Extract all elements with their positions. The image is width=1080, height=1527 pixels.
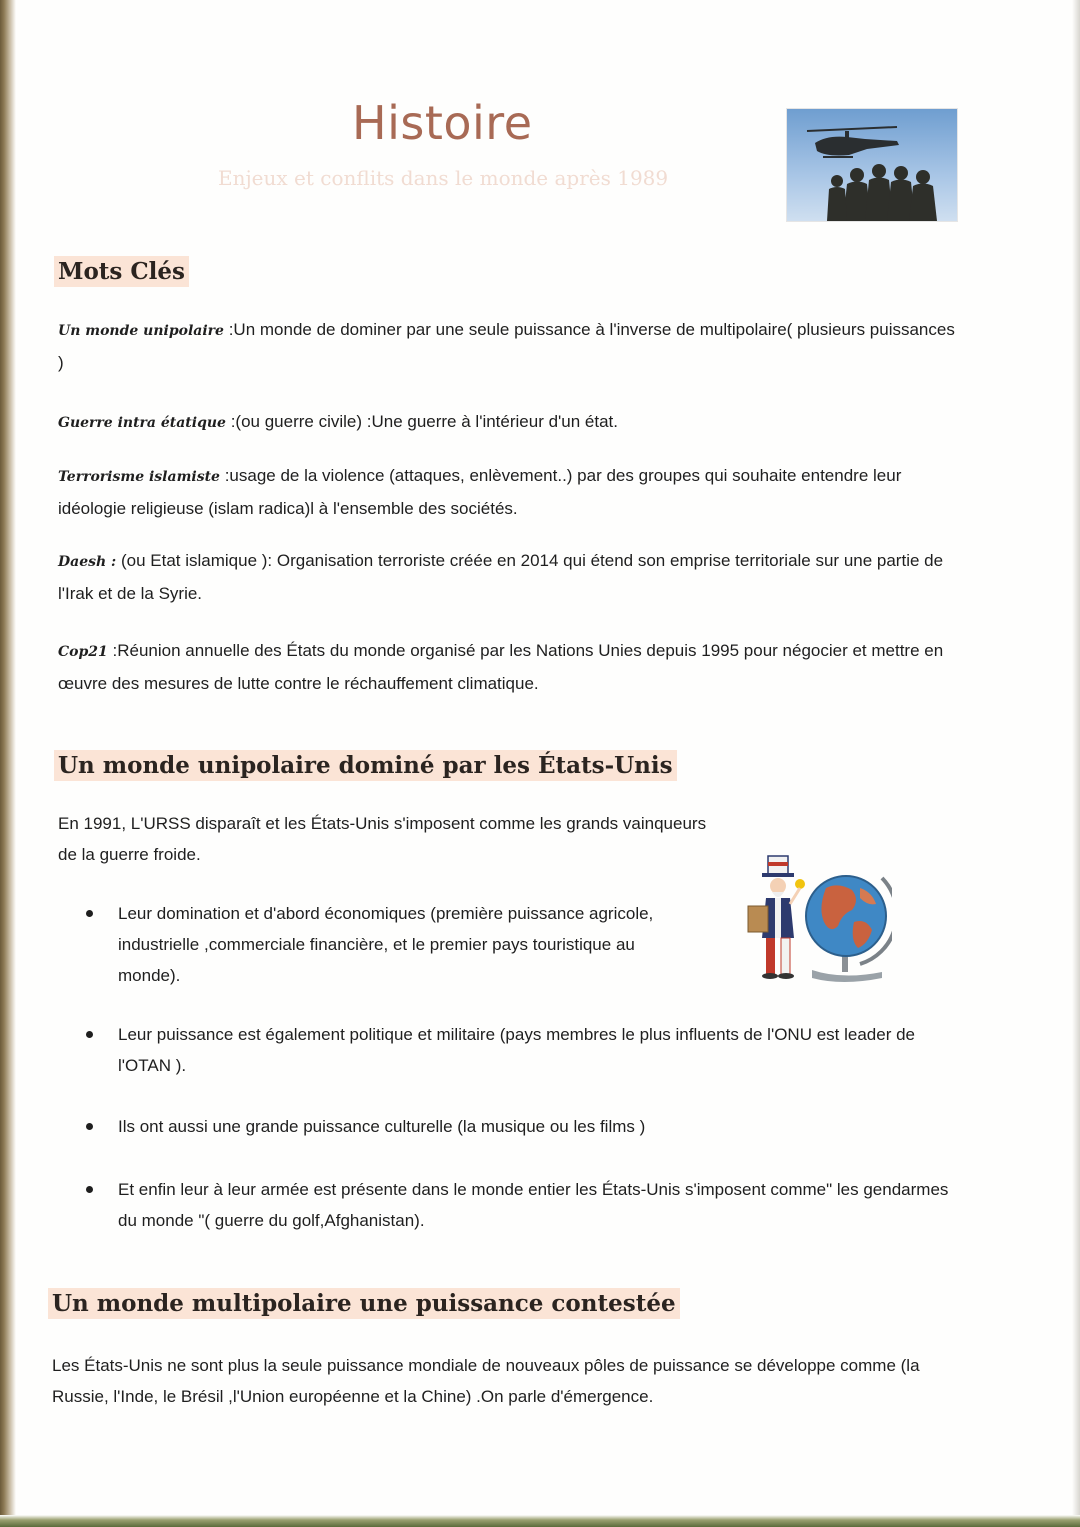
page-title: Histoire — [352, 96, 533, 150]
bullet-icon — [86, 1031, 93, 1038]
multipolaire-heading: Un monde multipolaire une puissance contestée — [48, 1288, 680, 1319]
page-subtitle: Enjeux et conflits dans le monde après 1989 — [218, 166, 669, 190]
unipolaire-intro: En 1991, L'URSS disparaît et les États-Unis s'imposent comme les grands vainqueurs de la guerre froide. — [58, 814, 707, 864]
mots-cles-heading: Mots Clés — [54, 256, 189, 287]
scan-right-edge — [1072, 0, 1080, 1527]
definition-text: :Un monde de dominer par une seule puissance à l'inverse de multipolaire( plusieurs puissances ) — [58, 320, 955, 372]
definition-unipolaire — [58, 314, 958, 378]
bullet-icon — [86, 1123, 93, 1130]
term-label: Un monde unipolaire — [58, 323, 224, 339]
term-label: Terrorisme islamiste — [58, 469, 220, 485]
term-label: Daesh : — [58, 554, 117, 570]
definition-text: :usage de la violence (attaques, enlèvement..) par des groupes qui souhaite entendre leur idéologie religieuse (islam radica)l à l'ensemble des sociétés. — [58, 466, 902, 518]
bullet-text: Leur puissance est également politique et militaire (pays membres le plus influents de l'ONU est leader de l'OTAN ). — [118, 1025, 915, 1075]
definition-daesh — [58, 545, 958, 609]
scan-left-edge — [0, 0, 16, 1527]
list-item — [84, 1174, 968, 1236]
scan-bottom-edge — [0, 1515, 1080, 1527]
helicopter-soldiers-photo — [786, 108, 958, 222]
uncle-sam-globe-illustration — [742, 848, 892, 988]
term-label: Guerre intra étatique — [58, 415, 226, 431]
definition-guerre-intra-etatique — [58, 406, 958, 439]
list-item — [84, 898, 678, 991]
bullet-text: Et enfin leur à leur armée est présente dans le monde entier les États-Unis s'imposent comme" les gendarmes du monde "( guerre du golf,Afghanistan). — [118, 1180, 949, 1230]
term-label: Cop21 — [58, 644, 108, 660]
definition-terrorisme-islamiste — [58, 460, 958, 524]
definition-cop21 — [58, 635, 968, 699]
definition-text: (ou Etat islamique ): Organisation terroriste créée en 2014 qui étend son emprise territoriale sur une partie de l'Irak et de la Syrie. — [58, 551, 944, 603]
list-item — [84, 1019, 958, 1081]
bullet-text: Leur domination et d'abord économiques (première puissance agricole, industrielle ,commerciale financière, et le premier pays touristique au monde). — [118, 904, 654, 985]
definition-text: :(ou guerre civile) :Une guerre à l'intérieur d'un état. — [225, 412, 618, 431]
list-item — [84, 1111, 958, 1142]
definition-text: :Réunion annuelle des États du monde organisé par les Nations Unies depuis 1995 pour négocier et mettre en œuvre des mesures de lutte contre le réchauffement climatique. — [58, 641, 944, 693]
unipolaire-heading: Un monde unipolaire dominé par les États-Unis — [54, 750, 677, 781]
bullet-icon — [86, 910, 93, 917]
bullet-text: Ils ont aussi une grande puissance culturelle (la musique ou les films ) — [118, 1117, 646, 1136]
bullet-icon — [86, 1186, 93, 1193]
multipolaire-text: Les États-Unis ne sont plus la seule puissance mondiale de nouveaux pôles de puissance se développe comme (la Russie, l'Inde, le Brésil ,l'Union européenne et la Chine) .On parle d'émergence. — [52, 1356, 920, 1406]
